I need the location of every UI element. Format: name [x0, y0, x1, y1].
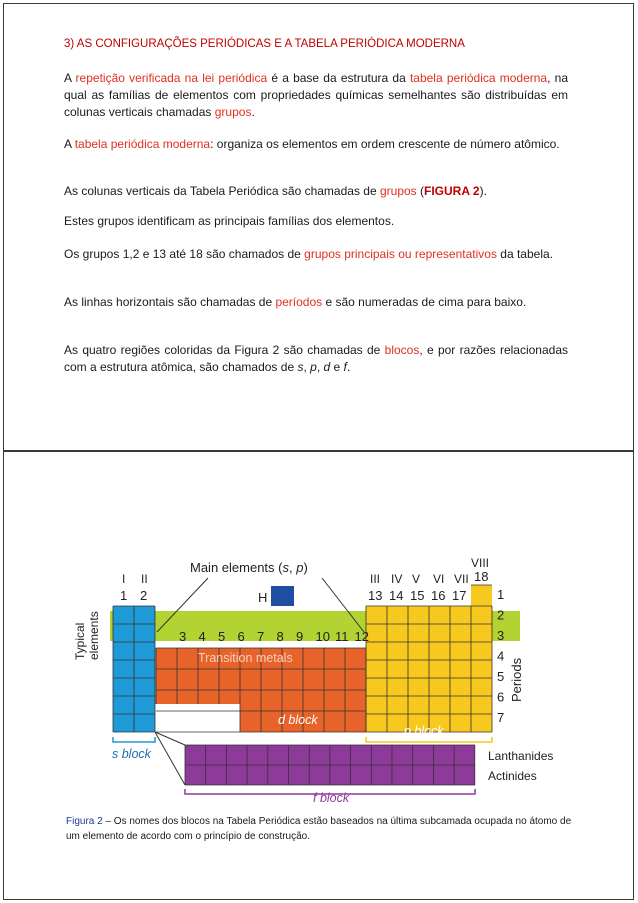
p7-sep: ,: [316, 360, 324, 374]
s-block-brace: [113, 737, 155, 742]
p-group-numbers: [368, 588, 466, 603]
main-elements-label: Main elements (s, p): [190, 560, 308, 575]
hydrogen-box: [271, 586, 294, 606]
figure-caption: [66, 814, 576, 844]
group-number-4: 4: [198, 629, 206, 644]
group-number-7: 7: [257, 629, 265, 644]
p7-sep: ,: [303, 360, 311, 374]
period-number-3: 3: [497, 628, 505, 643]
typical-elements-label: Typicalelements: [73, 611, 101, 660]
p7-s: s: [297, 360, 304, 374]
section-title: 3) AS CONFIGURAÇÕES PERIÓDICAS E A TABELA PERIÓDICA MODERNA: [64, 38, 465, 50]
p7-highlight: blocos: [384, 343, 420, 357]
p2-text: A: [64, 137, 75, 151]
d-block-label: d block: [278, 713, 318, 727]
p3-figure-ref: FIGURA 2: [424, 184, 480, 198]
p2-highlight: tabela periódica moderna: [74, 137, 211, 151]
p7-p: p: [310, 360, 317, 374]
p1-highlight-3: grupos: [214, 105, 252, 119]
p5-text: da tabela.: [496, 247, 553, 261]
p3-text: ).: [479, 184, 487, 198]
roman-group-VII: VII: [454, 572, 469, 586]
p-block-region: [366, 606, 471, 732]
hydrogen-label: H: [258, 590, 268, 605]
group-2: 2: [140, 588, 148, 603]
roman-group-VI: VI: [433, 572, 445, 586]
p1-text: .: [251, 105, 255, 119]
p7-text: As quatro regiões coloridas da Figura 2 são chamadas de: [64, 343, 385, 357]
roman-group-labels: [370, 572, 469, 586]
group-number-16: 16: [431, 588, 446, 603]
p3-text: As colunas verticais da Tabela Periódica são chamadas de: [64, 184, 380, 198]
p2-text: : organiza os elementos em ordem crescente de número atômico.: [210, 137, 560, 151]
p1-text: , na qual as famílias de elementos com propriedades químicas semelhantes são distribuídas em colunas verticais chamadas: [64, 71, 568, 119]
period-number-4: 4: [497, 648, 505, 664]
roman-group-III: III: [370, 572, 381, 586]
f-block-label: f block: [313, 791, 350, 805]
period-number-7: 7: [497, 710, 505, 725]
d-block-cut: [156, 704, 240, 732]
transition-metals-label: Transition metals: [198, 651, 293, 665]
group-1: 1: [120, 588, 128, 603]
bracket-line-b: [155, 732, 185, 785]
period-number-5: 5: [497, 669, 505, 684]
group-number-11: 11: [335, 629, 349, 644]
caption-text: – Os nomes dos blocos na Tabela Periódica estão baseados na última subcamada ocupada no átomo de um elemento de acordo com o princípio de construção.: [66, 816, 572, 842]
group-number-14: 14: [389, 588, 404, 603]
group-number-15: 15: [410, 588, 425, 603]
group-number-13: 13: [368, 588, 383, 603]
p5-text: Os grupos 1,2 e 13 até 18 são chamados de: [64, 247, 305, 261]
group-number-17: 17: [452, 588, 467, 603]
p7-end: .: [346, 360, 351, 374]
p-block-label: p block: [404, 724, 444, 738]
roman-II: II: [141, 572, 148, 586]
p3-text: (: [416, 184, 425, 198]
roman-I: I: [122, 572, 126, 586]
roman-group-V: V: [412, 572, 421, 586]
p5-highlight: grupos principais ou representativos: [304, 247, 497, 261]
bracket-line-a: [155, 732, 185, 745]
p1-highlight-1: repetição verificada na lei periódica: [75, 71, 268, 85]
p7-text: , e por razões relacionadas com a estrutura atômica, são chamados de: [64, 343, 568, 374]
p7-sep: e: [330, 360, 344, 374]
p6-text: e são numeradas de cima para baixo.: [322, 295, 527, 309]
p3-highlight: grupos: [379, 184, 417, 198]
period-number-6: 6: [497, 689, 505, 705]
paragraph-4: Estes grupos identificam as principais famílias dos elementos.: [64, 214, 395, 228]
s-block-label: s block: [112, 747, 151, 761]
p6-highlight: períodos: [275, 295, 323, 309]
periods-label: Periods: [509, 657, 524, 702]
roman-group-IV: IV: [391, 572, 403, 586]
group-18: 18: [474, 569, 489, 584]
p1-text: é a base da estrutura da: [267, 71, 410, 85]
lanthanides-label: Lanthanides: [488, 749, 554, 763]
group-number-3: 3: [179, 629, 187, 644]
period-number-1: 1: [497, 587, 505, 602]
p7-d: d: [323, 360, 331, 374]
group-number-10: 10: [315, 629, 330, 644]
caption-label: Figura 2: [66, 816, 103, 827]
p6-text: As linhas horizontais são chamadas de: [64, 295, 276, 309]
group-number-12: 12: [354, 629, 369, 644]
actinides-label: Actinides: [488, 769, 537, 783]
period-numbers: [497, 587, 504, 725]
group-number-9: 9: [296, 629, 304, 644]
p1-text: A: [64, 71, 76, 85]
group-number-8: 8: [276, 629, 284, 644]
group-18-column: [471, 585, 492, 732]
period-number-2: 2: [497, 607, 505, 623]
p1-highlight-2: tabela periódica moderna: [409, 71, 548, 85]
p7-f: f: [343, 360, 347, 374]
roman-VIII: VIII: [471, 556, 490, 570]
group-number-5: 5: [218, 629, 226, 644]
group-number-6: 6: [237, 629, 245, 644]
